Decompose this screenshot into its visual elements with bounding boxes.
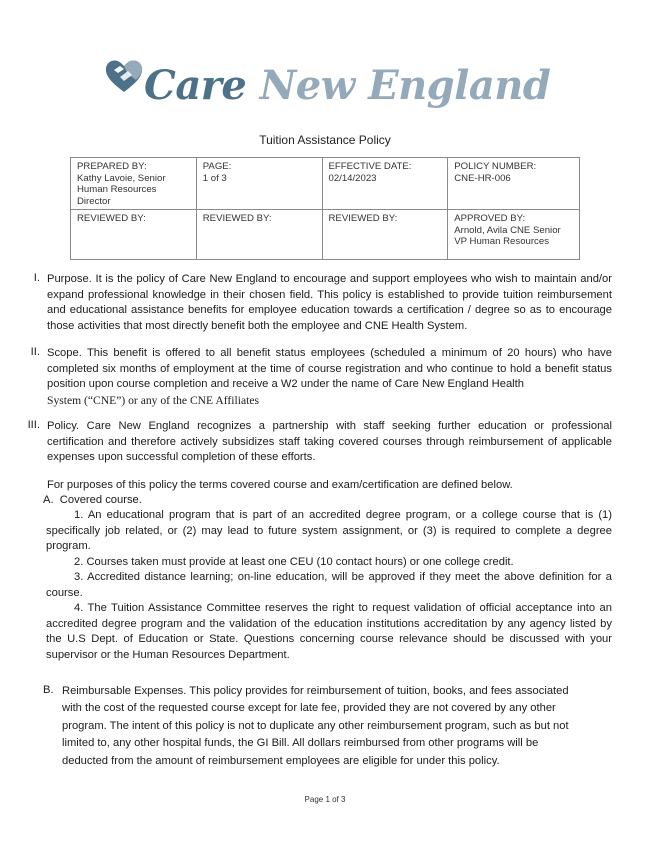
approved-by-label: APPROVED BY:: [454, 213, 526, 224]
reimbursable-expenses-letter: B.: [43, 684, 54, 696]
document-title: Tuition Assistance Policy: [259, 133, 391, 147]
reviewed-by-cell-1: [71, 210, 197, 260]
prepared-by-cell: [71, 158, 197, 210]
logo-new-england-text: New England: [259, 62, 551, 109]
page-cell: [196, 158, 322, 210]
reviewed-by-label-2: REVIEWED BY:: [202, 213, 272, 224]
care-new-england-logo: [104, 56, 551, 112]
covered-course-items: [46, 508, 612, 663]
covered-course-item-2: 2. Courses taken must provide at least one CEU (10 contact hours) or one college credit.: [74, 555, 514, 568]
section-policy-text: Policy. Care New England recognizes a partnership with staff seeking further education or professional certification and therefore actively subsidizes staff taking covered courses through reimbursement of applicable expenses upon successful completion of these efforts.: [47, 420, 612, 463]
covered-course-item-3: 3. Accredited distance learning; on-line education, will be approved if they meet the above definition for a course.: [46, 571, 612, 599]
section-scope-text-serif: System (“CNE”) or any of the CNE Affiliates: [47, 393, 259, 407]
policy-number-label: POLICY NUMBER:: [454, 161, 537, 172]
covered-course-letter: A.: [43, 494, 54, 506]
reviewed-by-cell-3: [322, 210, 448, 260]
page-label: PAGE:: [202, 161, 232, 172]
approved-by-value: Arnold, Avila CNE Senior VP Human Resources: [454, 224, 561, 247]
prepared-by-label: PREPARED BY:: [77, 161, 147, 172]
section-purpose-text: Purpose. It is the policy of Care New England to encourage and support employees who wish to maintain and/or expand professional knowledge in their chosen field. This policy is established to provide tuition reimbursement and educational assistance benefits for employee education towards a certification / degree so as to encourage those activities that most directly benefit both the employee and CNE Health System.: [47, 273, 612, 332]
prepared-by-value: Kathy Lavoie, Senior Human Resources Director: [77, 172, 166, 207]
reimbursable-line-1: Reimbursable Expenses. This policy provides for reimbursement of tuition, books, and fees associated: [62, 685, 569, 697]
section-purpose-numeral: I.: [33, 272, 40, 284]
logo-wordmark: [144, 62, 550, 110]
section-policy-numeral: III.: [27, 419, 40, 431]
reviewed-by-label-3: REVIEWED BY:: [328, 213, 398, 224]
section-scope-numeral: II.: [30, 346, 40, 358]
covered-course-heading: [43, 493, 142, 509]
page-number-footer: Page 1 of 3: [304, 795, 346, 804]
reviewed-by-cell-2: [196, 210, 322, 260]
definitions-intro: For purposes of this policy the terms covered course and exam/certification are defined below.: [47, 479, 513, 491]
section-scope-text: Scope. This benefit is offered to all benefit status employees (scheduled a minimum of 20 hours) who have completed six months of employment at the time of course registration and who continue to hold a benefit status position upon course completion and receive a W2 under the name of Care New England Health: [47, 347, 612, 390]
reimbursable-line-4: limited to, any other hospital funds, the GI Bill. All dollars reimbursed from other programs will be: [62, 737, 539, 750]
reimbursable-line-5: deducted from the amount of reimbursement employees are eligible for under this policy.: [62, 754, 500, 767]
section-scope: [47, 346, 612, 408]
logo-care-text: Care: [144, 62, 247, 109]
meta-row-1: [71, 158, 580, 210]
reviewed-by-label-1: REVIEWED BY:: [77, 213, 146, 224]
heart-handshake-icon: [104, 58, 144, 94]
covered-course-title: Covered course.: [59, 494, 142, 506]
covered-course-item-1: 1. An educational program that is part of an accredited degree program, or a college course that is (1) specifically job related, or (2) may lead to future system assignment, or (3) is required to complete a degree program.: [46, 509, 612, 552]
approved-by-cell: [448, 210, 580, 260]
effective-date-value: 02/14/2023: [328, 172, 377, 184]
effective-date-label: EFFECTIVE DATE:: [328, 161, 412, 172]
reimbursable-expenses-text: [62, 683, 602, 770]
page-value: 1 of 3: [202, 172, 227, 184]
policy-number-cell: [448, 158, 580, 210]
reimbursable-line-2: with the cost of the requested course except for late fee, provided they are not covered by any other: [62, 702, 556, 715]
policy-meta-table: [70, 157, 580, 260]
meta-row-2: [71, 210, 580, 260]
effective-date-cell: [322, 158, 448, 210]
reimbursable-line-3: program. The intent of this policy is not to duplicate any other reimbursement program, such as but not: [62, 719, 569, 732]
policy-number-value: CNE-HR-006: [454, 172, 511, 184]
covered-course-item-4: 4. The Tuition Assistance Committee reserves the right to request validation of official acceptance into an accredited degree program and the validation of the education institutions accreditation by any agency listed by the U.S Dept. of Education or State. Questions concerning course relevance should be discussed with your supervisor or the Human Resources Department.: [46, 602, 612, 661]
